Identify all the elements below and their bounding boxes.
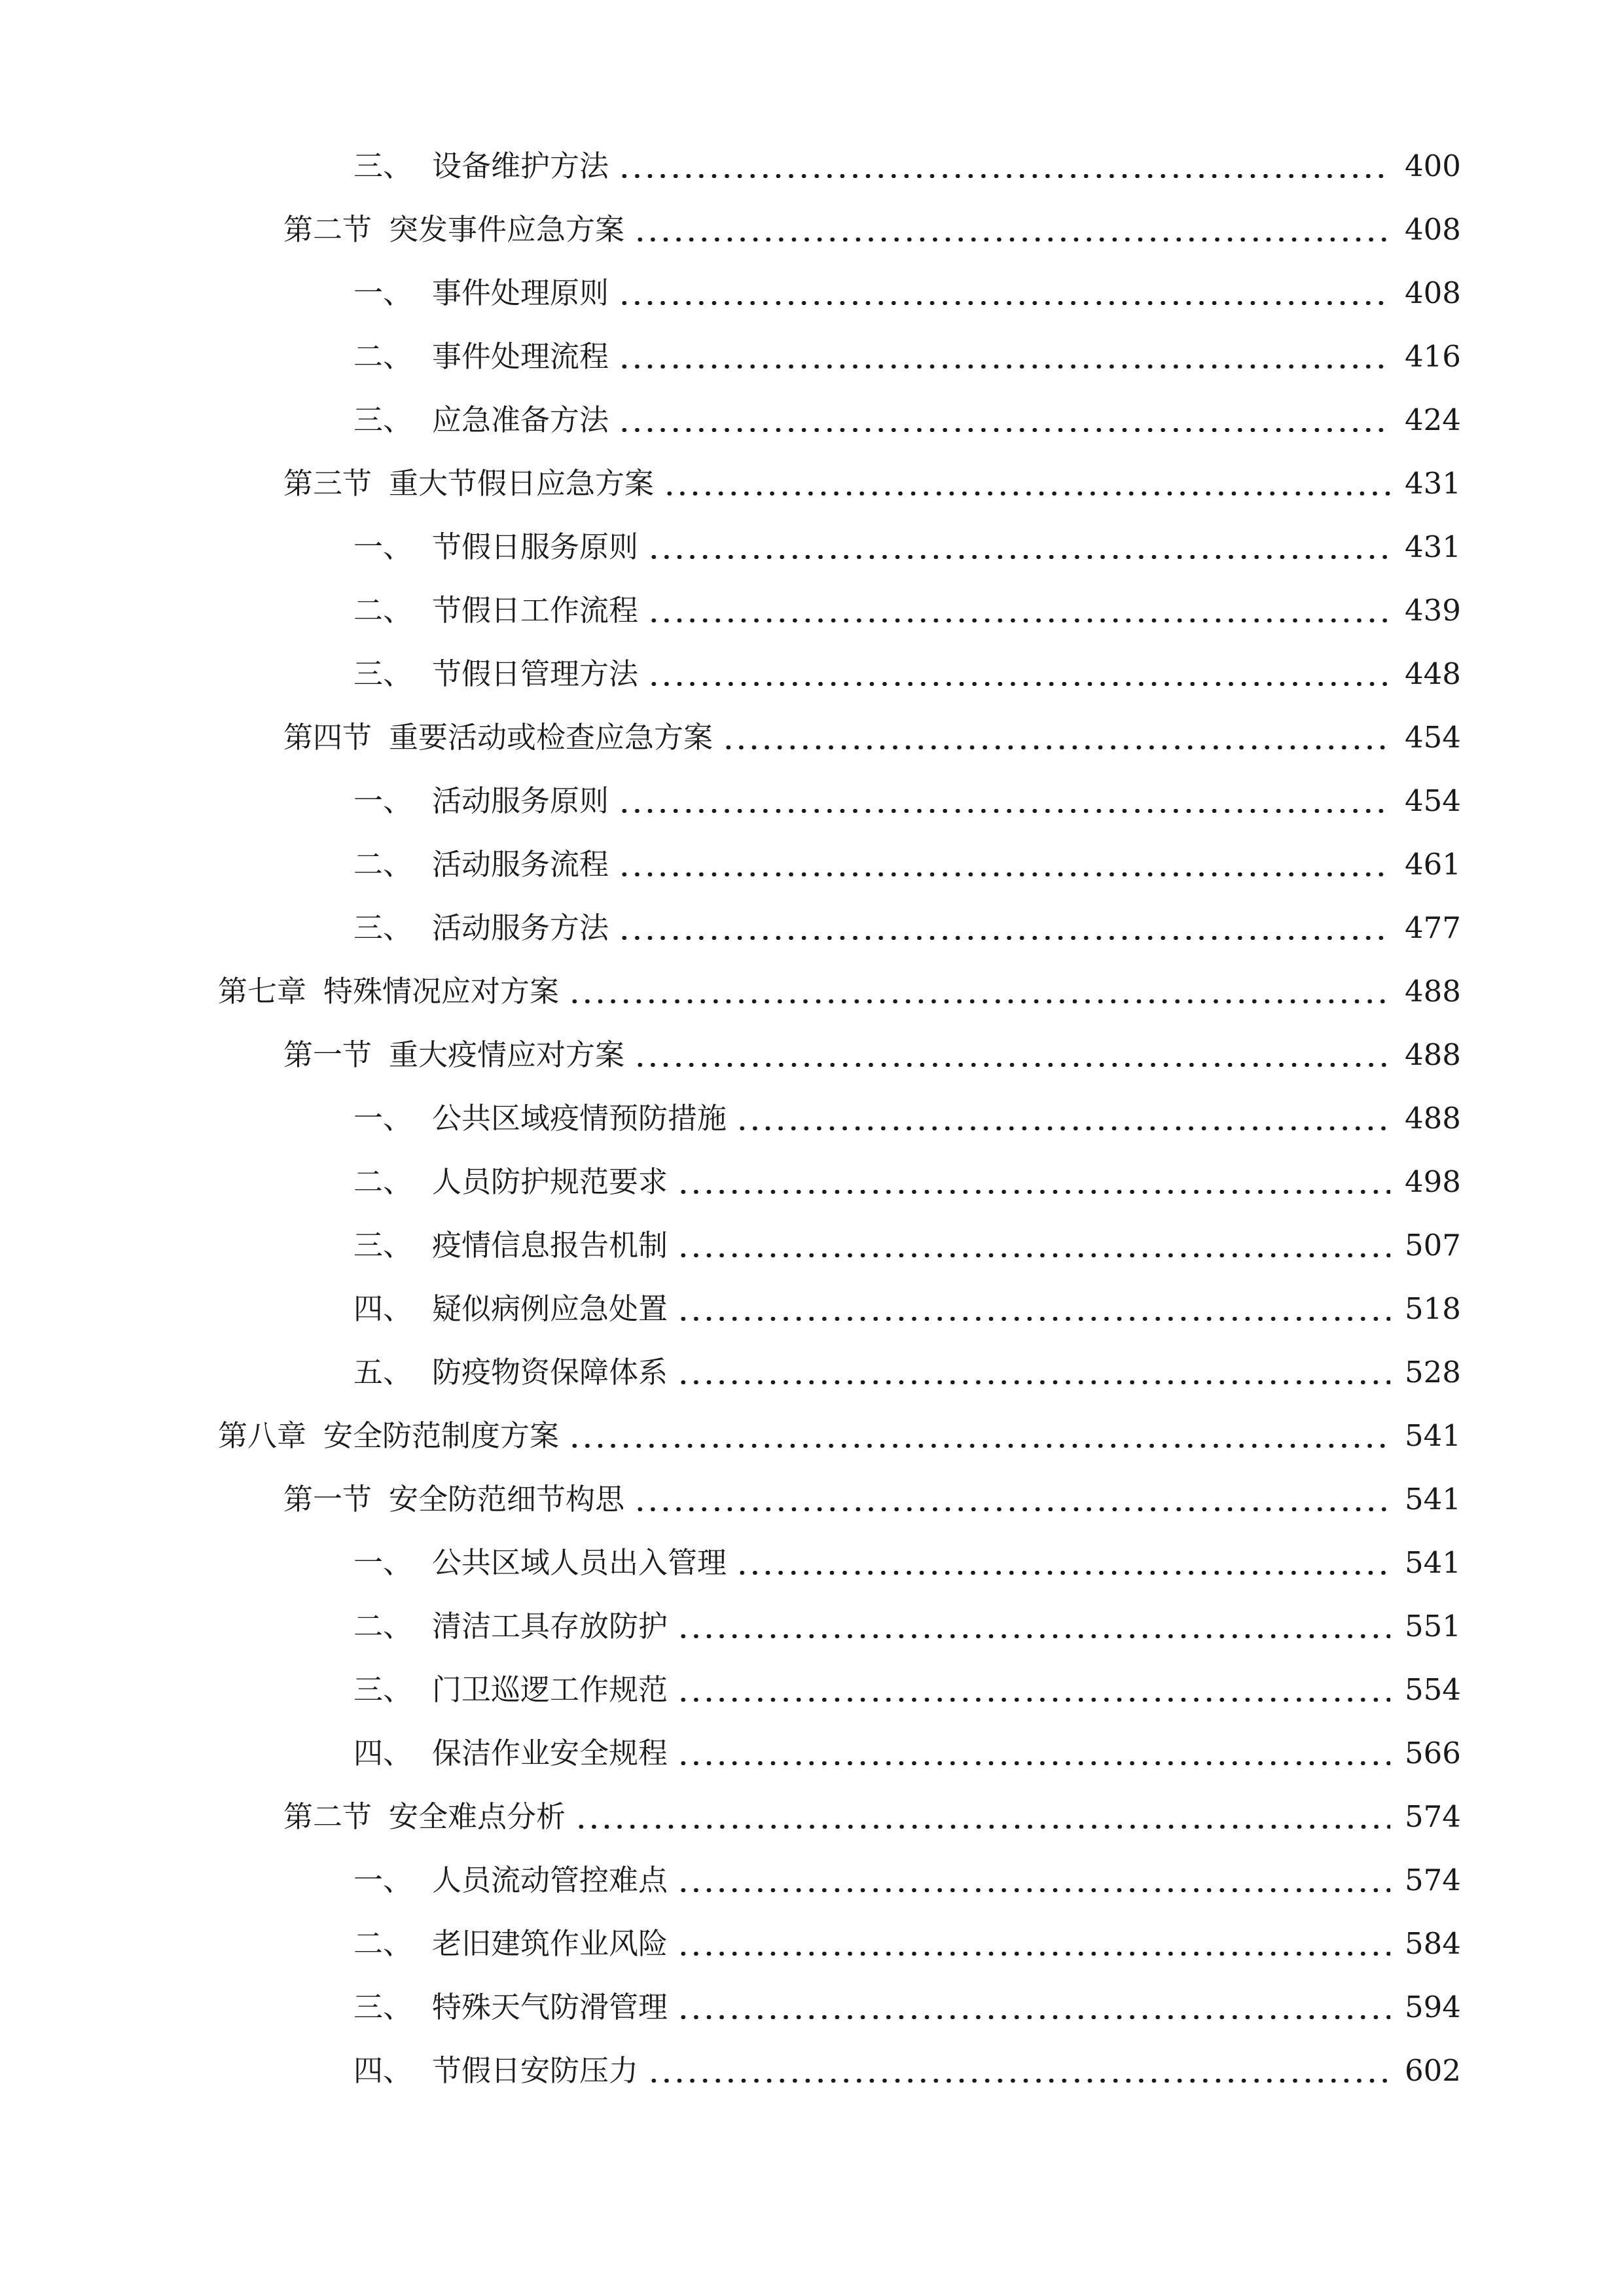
toc-entry-page: 439 bbox=[1405, 593, 1461, 628]
dot-leader bbox=[647, 682, 1390, 686]
toc-entry-page: 602 bbox=[1405, 2053, 1461, 2088]
toc-entry-number: 三、 bbox=[353, 1672, 413, 1707]
toc-entry[interactable] bbox=[0, 1845, 1624, 1897]
toc-entry[interactable] bbox=[0, 1718, 1624, 1770]
dot-leader bbox=[618, 428, 1390, 432]
toc-entry-title: 节假日服务原则 bbox=[432, 529, 639, 564]
toc-entry-title: 安全防范制度方案 bbox=[323, 1418, 560, 1453]
toc-entry-title: 设备维护方法 bbox=[432, 149, 609, 183]
toc-entry[interactable] bbox=[0, 1147, 1624, 1199]
dot-leader bbox=[677, 1952, 1390, 1956]
toc-entry-page: 448 bbox=[1405, 656, 1461, 691]
toc-entry[interactable] bbox=[0, 639, 1624, 691]
toc-entry-title: 公共区域疫情预防措施 bbox=[432, 1101, 727, 1136]
toc-entry-page: 551 bbox=[1405, 1609, 1461, 1643]
toc-entry[interactable] bbox=[0, 1337, 1624, 1390]
toc-entry[interactable] bbox=[0, 956, 1624, 1009]
dot-leader bbox=[677, 1634, 1390, 1638]
toc-entry-page: 461 bbox=[1405, 847, 1461, 882]
dot-leader bbox=[618, 809, 1390, 813]
dot-leader bbox=[677, 1380, 1390, 1384]
toc-entry-number: 第七章 bbox=[218, 974, 307, 1009]
toc-entry-number: 二、 bbox=[353, 593, 413, 628]
toc-entry-title: 人员防护规范要求 bbox=[432, 1164, 668, 1199]
toc-entry-number: 第二节 bbox=[283, 212, 372, 247]
toc-entry-title: 活动服务流程 bbox=[432, 847, 609, 882]
toc-entry-title: 特殊天气防滑管理 bbox=[432, 1990, 668, 2024]
toc-entry-number: 四、 bbox=[353, 1736, 413, 1770]
toc-entry-page: 566 bbox=[1405, 1736, 1461, 1770]
toc-entry-title: 公共区域人员出入管理 bbox=[432, 1545, 727, 1580]
toc-entry-title: 活动服务原则 bbox=[432, 783, 609, 818]
toc-entry-page: 408 bbox=[1405, 212, 1461, 247]
toc-entry-page: 488 bbox=[1405, 1037, 1461, 1072]
toc-entry-page: 554 bbox=[1405, 1672, 1461, 1707]
toc-entry[interactable] bbox=[0, 1909, 1624, 1961]
toc-entry-page: 541 bbox=[1405, 1482, 1461, 1516]
toc-entry-number: 第一节 bbox=[283, 1482, 372, 1516]
toc-entry-number: 一、 bbox=[353, 529, 413, 564]
toc-entry-title: 重大节假日应急方案 bbox=[389, 466, 655, 501]
toc-entry[interactable] bbox=[0, 131, 1624, 183]
toc-entry-page: 574 bbox=[1405, 1863, 1461, 1897]
toc-entry-title: 事件处理原则 bbox=[432, 276, 609, 310]
toc-entry-number: 第八章 bbox=[218, 1418, 307, 1453]
toc-entry-page: 574 bbox=[1405, 1799, 1461, 1834]
dot-leader bbox=[677, 1190, 1390, 1194]
dot-leader bbox=[736, 1126, 1390, 1130]
toc-entry-number: 三、 bbox=[353, 1990, 413, 2024]
toc-entry-page: 594 bbox=[1405, 1990, 1461, 2024]
toc-entry-number: 四、 bbox=[353, 2053, 413, 2088]
toc-entry-page: 400 bbox=[1405, 149, 1461, 183]
toc-entry-number: 第一节 bbox=[283, 1037, 372, 1072]
dot-leader bbox=[647, 2079, 1390, 2083]
toc-entry-title: 防疫物资保障体系 bbox=[432, 1355, 668, 1390]
toc-entry-title: 重大疫情应对方案 bbox=[389, 1037, 625, 1072]
dot-leader bbox=[618, 872, 1390, 876]
toc-entry[interactable] bbox=[0, 258, 1624, 310]
toc-entry[interactable] bbox=[0, 321, 1624, 374]
toc-entry[interactable] bbox=[0, 2036, 1624, 2088]
toc-entry[interactable] bbox=[0, 1083, 1624, 1136]
dot-leader bbox=[634, 1507, 1390, 1511]
toc-entry-title: 清洁工具存放防护 bbox=[432, 1609, 668, 1643]
toc-entry-number: 二、 bbox=[353, 339, 413, 374]
toc-entry-number: 一、 bbox=[353, 783, 413, 818]
toc-entry[interactable] bbox=[0, 1591, 1624, 1643]
toc-entry-page: 507 bbox=[1405, 1228, 1461, 1263]
toc-entry-page: 454 bbox=[1405, 783, 1461, 818]
dot-leader bbox=[634, 238, 1390, 242]
toc-entry[interactable] bbox=[0, 1655, 1624, 1707]
dot-leader bbox=[568, 1444, 1390, 1448]
dot-leader bbox=[575, 1825, 1390, 1829]
dot-leader bbox=[663, 492, 1390, 495]
toc-entry-page: 431 bbox=[1405, 529, 1461, 564]
toc-entry-title: 活动服务方法 bbox=[432, 910, 609, 945]
toc-entry[interactable] bbox=[0, 1528, 1624, 1580]
dot-leader bbox=[677, 1761, 1390, 1765]
toc-entry-number: 五、 bbox=[353, 1355, 413, 1390]
toc-entry-number: 二、 bbox=[353, 847, 413, 882]
toc-entry[interactable] bbox=[0, 194, 1624, 247]
toc-entry-title: 安全防范细节构思 bbox=[389, 1482, 625, 1516]
toc-entry-title: 特殊情况应对方案 bbox=[323, 974, 560, 1009]
toc-entry-number: 一、 bbox=[353, 1863, 413, 1897]
toc-entry-page: 518 bbox=[1405, 1291, 1461, 1326]
toc-entry-page: 477 bbox=[1405, 910, 1461, 945]
toc-entry-title: 节假日管理方法 bbox=[432, 656, 639, 691]
toc-entry-title: 保洁作业安全规程 bbox=[432, 1736, 668, 1770]
toc-entry-number: 四、 bbox=[353, 1291, 413, 1326]
toc-entry-page: 541 bbox=[1405, 1418, 1461, 1453]
toc-entry-page: 528 bbox=[1405, 1355, 1461, 1390]
toc-entry-title: 应急准备方法 bbox=[432, 403, 609, 437]
toc-entry-title: 突发事件应急方案 bbox=[389, 212, 625, 247]
toc-entry-title: 门卫巡逻工作规范 bbox=[432, 1672, 668, 1707]
toc-entry[interactable] bbox=[0, 1020, 1624, 1072]
toc-entry-number: 第四节 bbox=[283, 720, 372, 755]
toc-entry[interactable] bbox=[0, 702, 1624, 755]
toc-entry-title: 疑似病例应急处置 bbox=[432, 1291, 668, 1326]
toc-entry-page: 541 bbox=[1405, 1545, 1461, 1580]
dot-leader bbox=[677, 2015, 1390, 2019]
toc-entry-number: 一、 bbox=[353, 1545, 413, 1580]
dot-leader bbox=[647, 555, 1390, 559]
toc-entry[interactable] bbox=[0, 1972, 1624, 2024]
toc-entry-title: 人员流动管控难点 bbox=[432, 1863, 668, 1897]
dot-leader bbox=[568, 999, 1390, 1003]
toc-entry-number: 三、 bbox=[353, 403, 413, 437]
toc-entry-number: 二、 bbox=[353, 1926, 413, 1961]
dot-leader bbox=[634, 1063, 1390, 1067]
toc-entry[interactable] bbox=[0, 1274, 1624, 1326]
toc-entry-title: 疫情信息报告机制 bbox=[432, 1228, 668, 1263]
toc-entry-title: 事件处理流程 bbox=[432, 339, 609, 374]
dot-leader bbox=[618, 936, 1390, 940]
toc-entry[interactable] bbox=[0, 1401, 1624, 1453]
toc-entry-title: 节假日工作流程 bbox=[432, 593, 639, 628]
toc-entry[interactable] bbox=[0, 893, 1624, 945]
toc-entry[interactable] bbox=[0, 575, 1624, 628]
toc-entry-number: 三、 bbox=[353, 1228, 413, 1263]
toc-entry[interactable] bbox=[0, 1210, 1624, 1263]
toc-entry[interactable] bbox=[0, 766, 1624, 818]
toc-entry-number: 二、 bbox=[353, 1164, 413, 1199]
toc-entry-page: 498 bbox=[1405, 1164, 1461, 1199]
dot-leader bbox=[722, 745, 1390, 749]
toc-entry-page: 431 bbox=[1405, 466, 1461, 501]
toc-entry[interactable] bbox=[0, 829, 1624, 882]
dot-leader bbox=[677, 1888, 1390, 1892]
toc-entry-number: 一、 bbox=[353, 276, 413, 310]
toc-entry-title: 重要活动或检查应急方案 bbox=[389, 720, 713, 755]
toc-entry-number: 三、 bbox=[353, 149, 413, 183]
toc-entry-page: 488 bbox=[1405, 1101, 1461, 1136]
toc-entry-title: 安全难点分析 bbox=[389, 1799, 566, 1834]
dot-leader bbox=[647, 619, 1390, 622]
toc-entry-number: 第二节 bbox=[283, 1799, 372, 1834]
dot-leader bbox=[677, 1317, 1390, 1321]
dot-leader bbox=[736, 1571, 1390, 1575]
dot-leader bbox=[677, 1253, 1390, 1257]
dot-leader bbox=[677, 1698, 1390, 1702]
dot-leader bbox=[618, 365, 1390, 368]
toc-entry-page: 454 bbox=[1405, 720, 1461, 755]
toc-entry-page: 488 bbox=[1405, 974, 1461, 1009]
toc-entry[interactable] bbox=[0, 1782, 1624, 1834]
dot-leader bbox=[618, 301, 1390, 305]
toc-entry-page: 416 bbox=[1405, 339, 1461, 374]
toc-entry-page: 584 bbox=[1405, 1926, 1461, 1961]
toc-entry-number: 一、 bbox=[353, 1101, 413, 1136]
toc-entry-title: 老旧建筑作业风险 bbox=[432, 1926, 668, 1961]
toc-entry-title: 节假日安防压力 bbox=[432, 2053, 639, 2088]
toc-entry-number: 三、 bbox=[353, 910, 413, 945]
toc-entry[interactable] bbox=[0, 448, 1624, 501]
toc-entry[interactable] bbox=[0, 385, 1624, 437]
toc-entry-number: 第三节 bbox=[283, 466, 372, 501]
toc-entry-page: 424 bbox=[1405, 403, 1461, 437]
toc-entry-number: 二、 bbox=[353, 1609, 413, 1643]
toc-entry[interactable] bbox=[0, 1464, 1624, 1516]
toc-entry[interactable] bbox=[0, 512, 1624, 564]
toc-entry-page: 408 bbox=[1405, 276, 1461, 310]
dot-leader bbox=[618, 174, 1390, 178]
toc-entry-number: 三、 bbox=[353, 656, 413, 691]
